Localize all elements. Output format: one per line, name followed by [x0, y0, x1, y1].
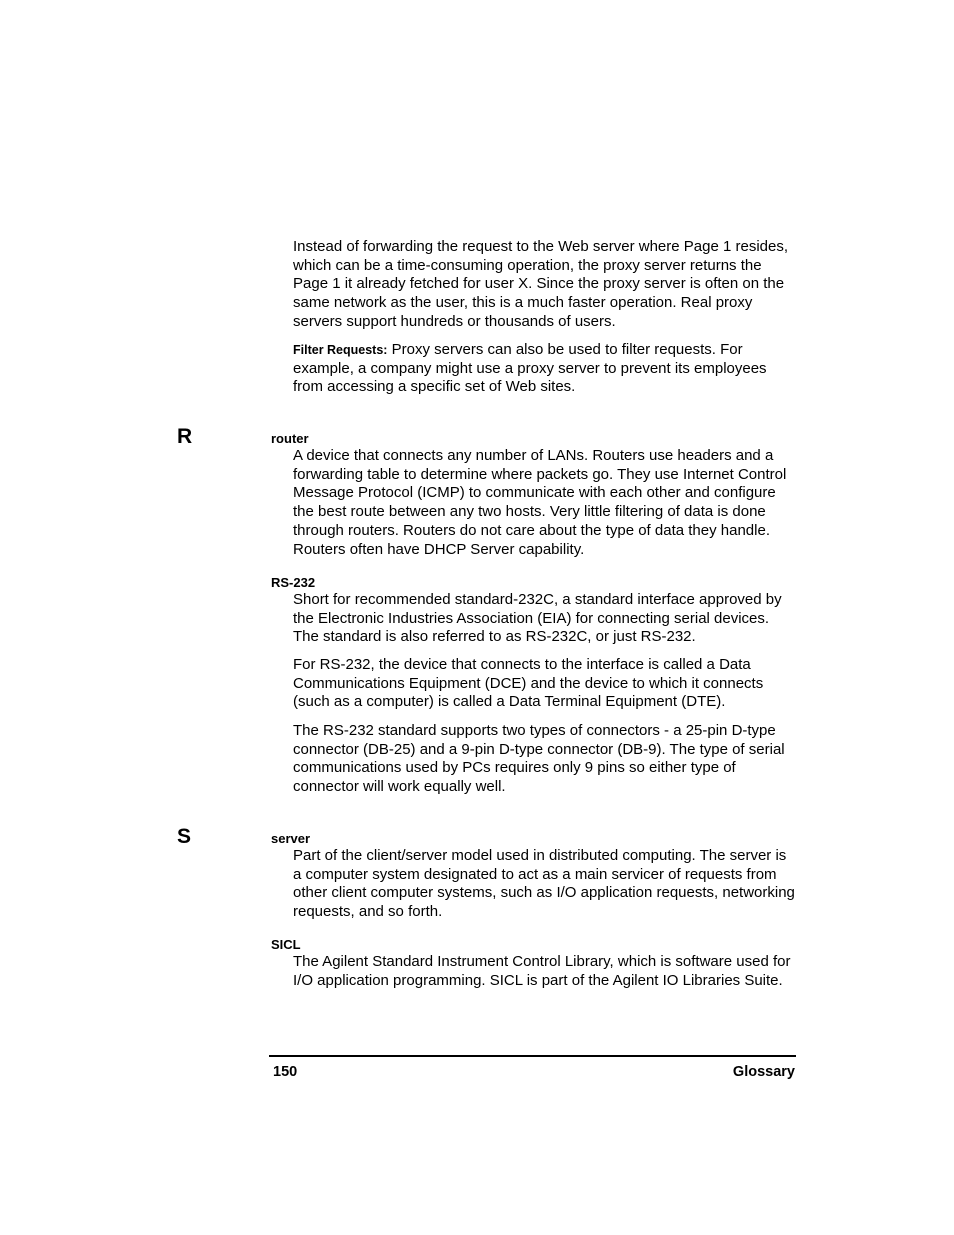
term-sicl: SICL [271, 937, 301, 952]
term-rs232: RS-232 [271, 575, 316, 590]
filter-requests-text: Proxy servers can also be used to filter requests. For example, a company might use a proxy server to prevent its employees from accessing a specific set of Web sites. [293, 341, 767, 396]
section-letter-r: R [177, 425, 193, 448]
definition-router: A device that connects any number of LANs. Routers use headers and a forwarding table to determine where packets go. They use Internet Control Message Protocol (ICMP) to communicate with each other and configure the best route between any two hosts. Very little filtering of data is done through routers. Routers do not care about the type of data they handle. Routers often have DHCP Server capability. [293, 447, 787, 558]
term-router: router [271, 431, 309, 446]
filter-requests-label: Filter Requests: [293, 343, 388, 357]
definition-sicl: The Agilent Standard Instrument Control Library, which is software used for I/O application programming. SICL is part of the Agilent IO Libraries Suite. [293, 953, 791, 989]
intro-paragraph: Instead of forwarding the request to the Web server where Page 1 resides, which can be a time-consuming operation, the proxy server returns the Page 1 it already fetched for user X. Since the proxy server is often on the same network as the user, this is a much faster operation. Real proxy servers support hundreds or thousands of users. [293, 238, 788, 330]
definition-rs232-2: For RS-232, the device that connects to the interface is called a Data Communications Equipment (DCE) and the device to which it connects (such as a computer) is called a Data Terminal Equipment (DTE). [293, 656, 764, 711]
filter-requests-paragraph [293, 341, 795, 397]
section-letter-s: S [177, 825, 192, 848]
footer-section-name: Glossary [732, 1064, 795, 1080]
page-number: 150 [273, 1064, 298, 1080]
footer-divider [269, 1055, 796, 1057]
definition-rs232-3: The RS-232 standard supports two types of connectors - a 25-pin D-type connector (DB-25) and a 9-pin D-type connector (DB-9). The type of serial communications used by PCs requires only 9 pins so either type of connector will work equally well. [293, 722, 785, 796]
definition-rs232-1: Short for recommended standard-232C, a standard interface approved by the Electronic Industries Association (EIA) for connecting serial devices. The standard is also referred to as RS-232C, or just RS-232. [293, 591, 782, 646]
definition-server: Part of the client/server model used in distributed computing. The server is a computer system designated to act as a main servicer of requests from other client computer systems, such as I/O application requests, networking requests, and so forth. [293, 847, 795, 921]
term-server: server [271, 831, 311, 846]
